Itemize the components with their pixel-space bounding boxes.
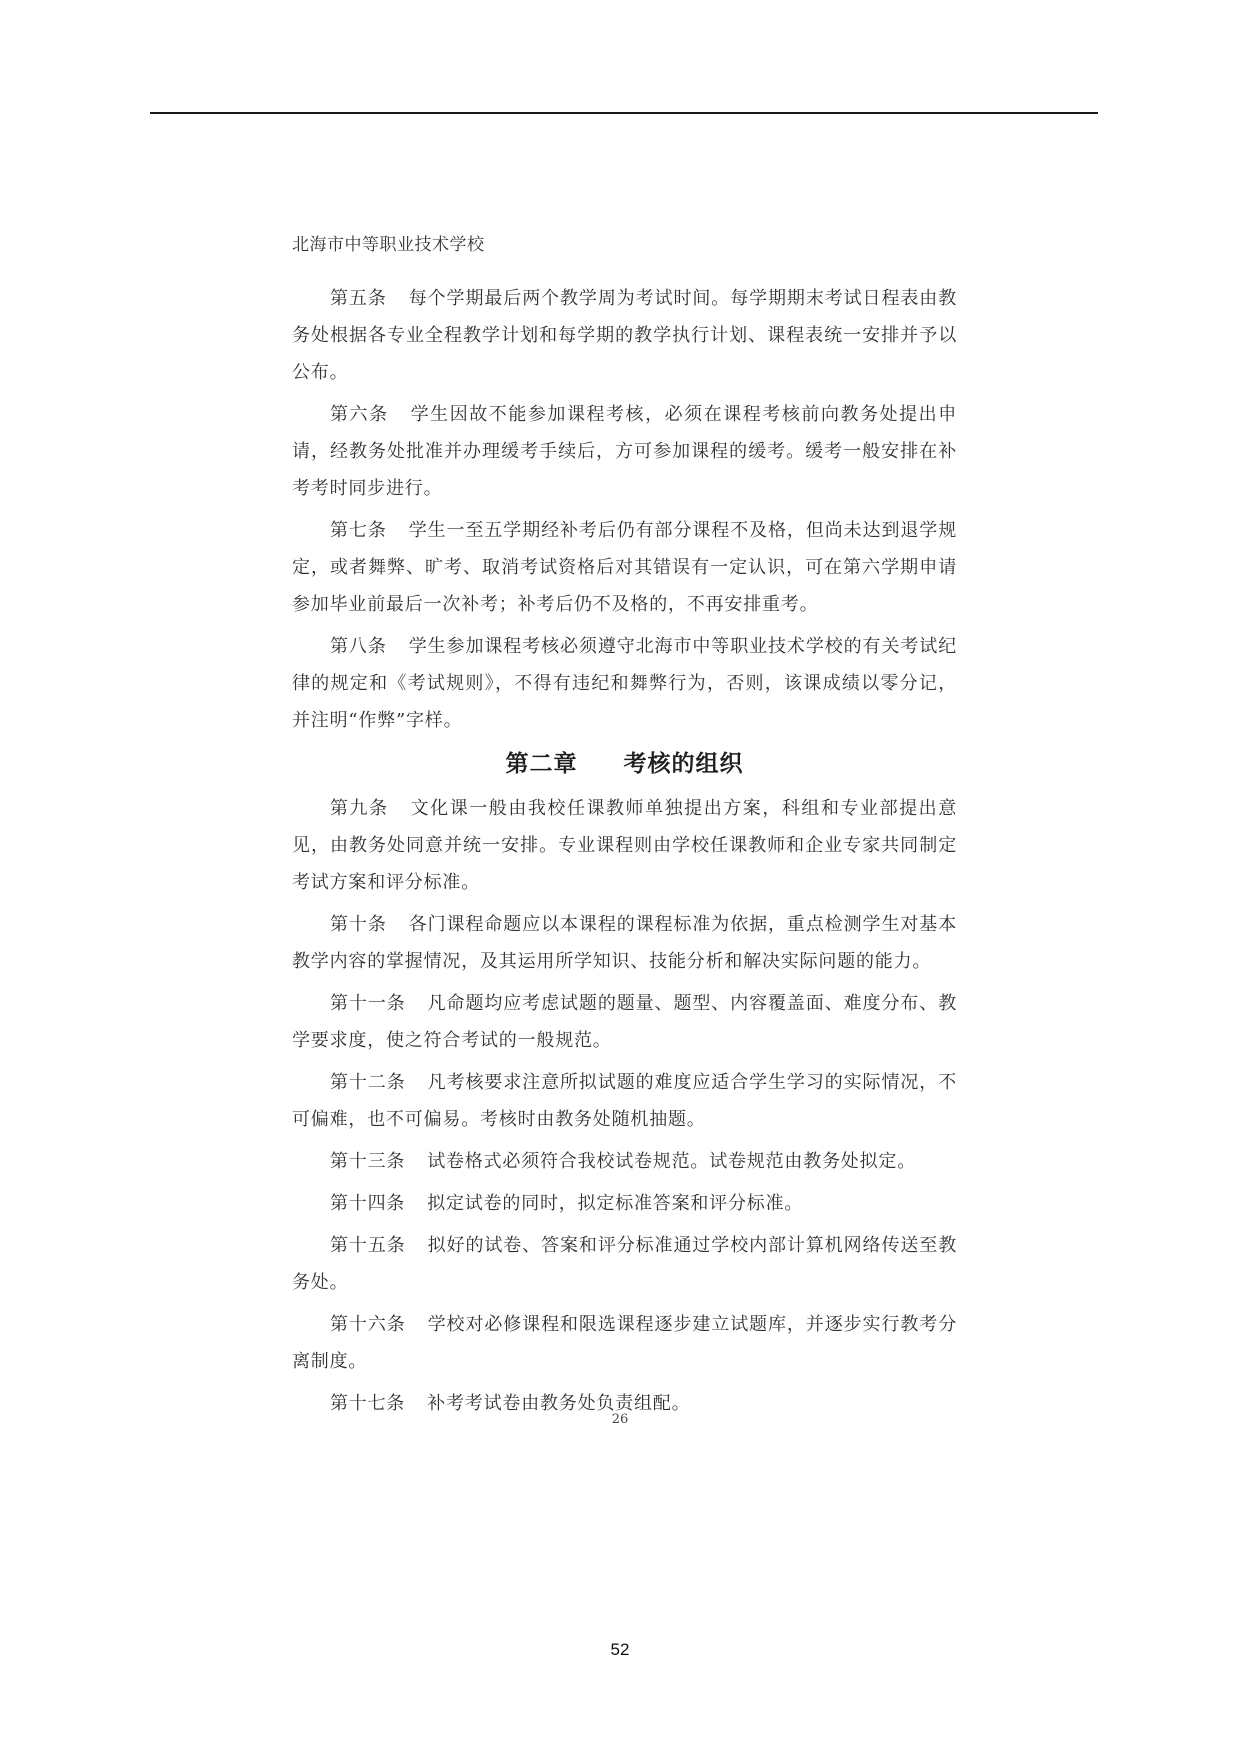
article-number: 第十七条 [330, 1393, 406, 1414]
article-number: 第七条 [330, 520, 387, 541]
article-text: 各门课程命题应以本课程的课程标准为依据，重点检测学生对基本教学内容的掌握情况，及其运用所学知识、技能分析和解决实际问题的能力。 [292, 914, 957, 972]
article-number: 第九条 [330, 798, 389, 819]
article-text: 凡命题均应考虑试题的题量、题型、内容覆盖面、难度分布、教学要求度，使之符合考试的一般规范。 [292, 993, 957, 1051]
article-number: 第六条 [330, 404, 389, 425]
article-10 [292, 906, 957, 980]
article-number: 第十四条 [330, 1193, 406, 1214]
article-text: 拟好的试卷、答案和评分标准通过学校内部计算机网络传送至教务处。 [292, 1235, 957, 1293]
article-text: 学生一至五学期经补考后仍有部分课程不及格，但尚未达到退学规定，或者舞弊、旷考、取消考试资格后对其错误有一定认识，可在第六学期申请参加毕业前最后一次补考；补考后仍不及格的，不再安排重考。 [292, 520, 957, 615]
article-7 [292, 512, 957, 623]
article-number: 第五条 [330, 288, 387, 309]
article-text: 每个学期最后两个教学周为考试时间。每学期期末考试日程表由教务处根据各专业全程教学计划和每学期的教学执行计划、课程表统一安排并予以公布。 [292, 288, 957, 383]
article-8 [292, 628, 957, 739]
article-text: 补考考试卷由教务处负责组配。 [427, 1393, 691, 1414]
article-14 [292, 1185, 957, 1222]
article-number: 第八条 [330, 636, 387, 657]
school-name-header: 北海市中等职业技术学校 [292, 235, 485, 255]
article-13 [292, 1143, 957, 1180]
chapter-heading [292, 744, 957, 784]
article-text: 拟定试卷的同时，拟定标准答案和评分标准。 [427, 1193, 804, 1214]
chapter-title: 考核的组织 [623, 751, 744, 777]
page-number: 52 [610, 1640, 630, 1659]
article-12 [292, 1064, 957, 1138]
article-9 [292, 790, 957, 901]
article-text: 学校对必修课程和限选课程逐步建立试题库，并逐步实行教考分离制度。 [292, 1314, 957, 1372]
inner-page-number: 26 [611, 1412, 629, 1427]
article-number: 第十六条 [330, 1314, 406, 1335]
article-number: 第十二条 [330, 1072, 406, 1093]
article-text: 学生参加课程考核必须遵守北海市中等职业技术学校的有关考试纪律的规定和《考试规则》，不得有违纪和舞弊行为，否则，该课成绩以零分记，并注明“作弊”字样。 [292, 636, 957, 731]
article-text: 文化课一般由我校任课教师单独提出方案，科组和专业部提出意见，由教务处同意并统一安排。专业课程则由学校任课教师和企业专家共同制定考试方案和评分标准。 [292, 798, 957, 893]
article-number: 第十一条 [330, 993, 406, 1014]
article-text: 试卷格式必须符合我校试卷规范。试卷规范由教务处拟定。 [427, 1151, 917, 1172]
article-number: 第十条 [330, 914, 387, 935]
article-text: 学生因故不能参加课程考核，必须在课程考核前向教务处提出申请，经教务处批准并办理缓考手续后，方可参加课程的缓考。缓考一般安排在补考考时同步进行。 [292, 404, 957, 499]
article-15 [292, 1227, 957, 1301]
header-rule [150, 112, 1098, 114]
article-number: 第十五条 [330, 1235, 406, 1256]
article-11 [292, 985, 957, 1059]
document-body [292, 280, 957, 1427]
article-5 [292, 280, 957, 391]
article-6 [292, 396, 957, 507]
chapter-number: 第二章 [505, 751, 578, 777]
article-16 [292, 1306, 957, 1380]
article-number: 第十三条 [330, 1151, 406, 1172]
article-text: 凡考核要求注意所拟试题的难度应适合学生学习的实际情况，不可偏难，也不可偏易。考核时由教务处随机抽题。 [292, 1072, 957, 1130]
